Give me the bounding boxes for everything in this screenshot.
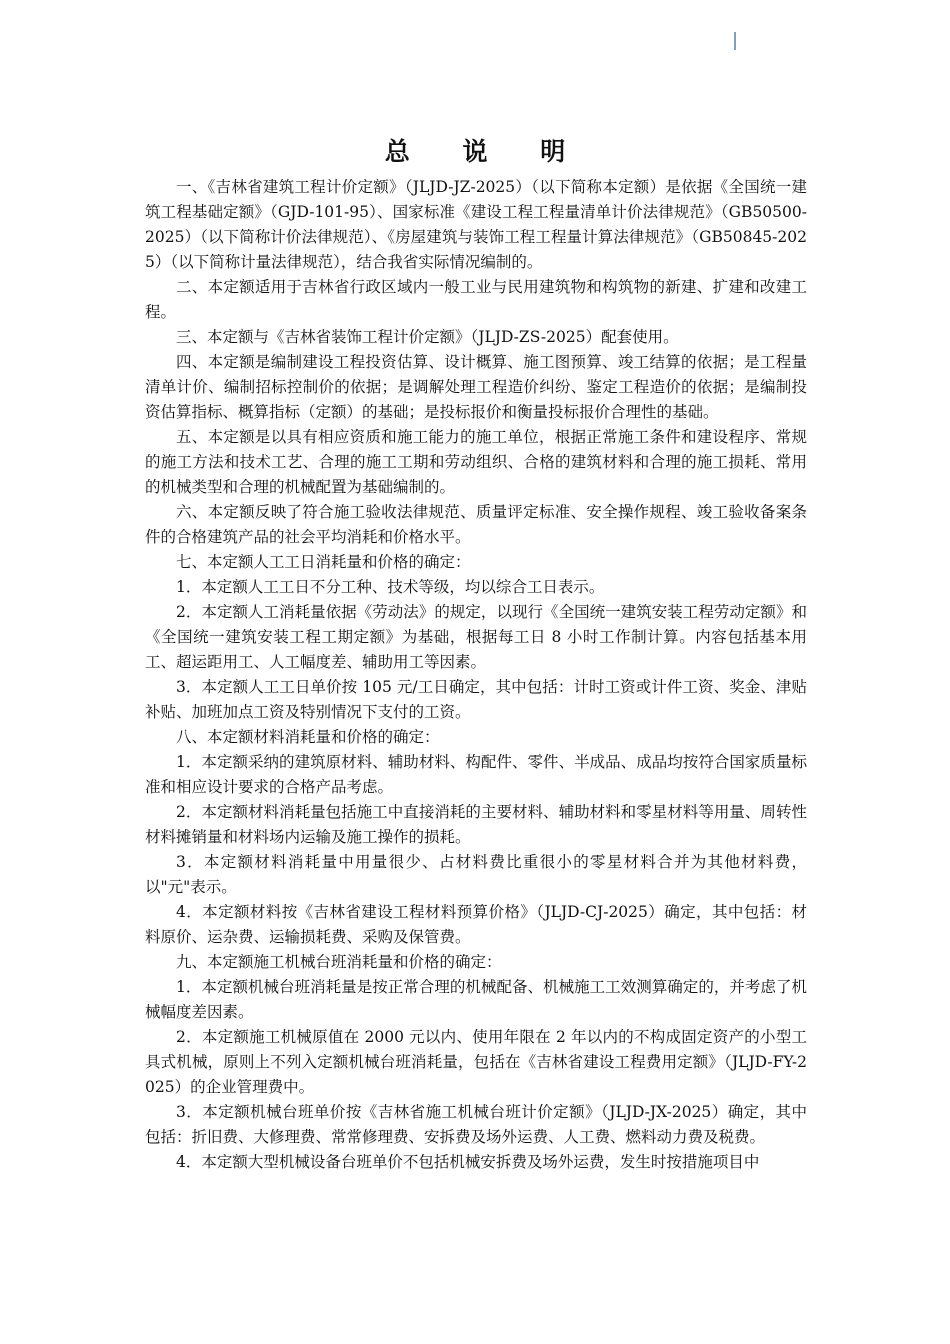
list-item-8-4: 4．本定额材料按《吉林省建设工程材料预算价格》（JLJD-CJ-2025）确定，其中包括：材料原价、运杂费、运输损耗费、采购及保管费。 — [145, 903, 807, 946]
paragraph-4: 四、本定额是编制建设工程投资估算、设计概算、施工图预算、竣工结算的依据；是工程量清单计价、编制招标控制价的依据；是调解处理工程造价纠纷、鉴定工程造价的依据；是编制投资估算指标、概算指标（定额）的基础；是投标报价和衡量投标报价合理性的基础。 — [145, 353, 807, 421]
section-heading-9: 九、本定额施工机械台班消耗量和价格的确定： — [176, 953, 502, 971]
paragraph-3: 三、本定额与《吉林省装饰工程计价定额》（JLJD-ZS-2025）配套使用。 — [176, 328, 679, 346]
list-item-7-1: 1．本定额人工工日不分工种、技术等级，均以综合工日表示。 — [176, 578, 605, 596]
list-item-9-4: 4．本定额大型机械设备台班单价不包括机械安拆费及场外运费，发生时按措施项目中 — [176, 1153, 760, 1171]
paragraph-6: 六、本定额反映了符合施工验收法律规范、质量评定标准、安全操作规程、竣工验收备案条件的合格建筑产品的社会平均消耗和价格水平。 — [145, 503, 807, 546]
list-item-9-3: 3．本定额机械台班单价按《吉林省施工机械台班计价定额》（JLJD-JX-2025）确定，其中包括：折旧费、大修理费、常常修理费、安拆费及场外运费、人工费、燃料动力费及税费。 — [145, 1103, 807, 1146]
section-heading-7: 七、本定额人工工日消耗量和价格的确定： — [176, 553, 471, 571]
list-item-8-2: 2．本定额材料消耗量包括施工中直接消耗的主要材料、辅助材料和零星材料等用量、周转性材料摊销量和材料场内运输及施工操作的损耗。 — [145, 803, 807, 846]
list-item-9-2: 2．本定额施工机械原值在 2000 元以内、使用年限在 2 年以内的不构成固定资产的小型工具式机械，原则上不列入定额机械台班消耗量，包括在《吉林省建设工程费用定额》（JLJD-FY-2025）的企业管理费中。 — [145, 1028, 807, 1096]
list-item-7-2: 2．本定额人工消耗量依据《劳动法》的规定，以现行《全国统一建筑安装工程劳动定额》和《全国统一建筑安装工程工期定额》为基础，根据每工日 8 小时工作制计算。内容包括基本用工、超运距用工、人工幅度差、辅助用工等因素。 — [145, 603, 807, 671]
corner-mark — [734, 32, 736, 50]
list-item-7-3: 3．本定额人工工日单价按 105 元/工日确定，其中包括：计时工资或计件工资、奖金、津贴补贴、加班加点工资及特别情况下支付的工资。 — [145, 678, 807, 721]
list-item-8-3: 3．本定额材料消耗量中用量很少、占材料费比重很小的零星材料合并为其他材料费，以"元"表示。 — [145, 853, 807, 896]
page-title: 总 说 明 — [384, 137, 588, 166]
document-body — [145, 175, 807, 1175]
paragraph-5: 五、本定额是以具有相应资质和施工能力的施工单位，根据正常施工条件和建设程序、常规的施工方法和技术工艺、合理的施工工期和劳动组织、合格的建筑材料和合理的施工损耗、常用的机械类型和合理的机械配置为基础编制的。 — [145, 428, 807, 496]
paragraph-1: 一、《吉林省建筑工程计价定额》（JLJD-JZ-2025）（以下简称本定额）是依据《全国统一建筑工程基础定额》（GJD-101-95）、国家标准《建设工程工程量清单计价法律规范》（GB50500-2025）（以下简称计价法律规范）、《房屋建筑与装饰工程工程量计算法律规范》（GB50845-2025）（以下简称计量法律规范），结合我省实际情况编制的。 — [145, 178, 807, 271]
paragraph-2: 二、本定额适用于吉林省行政区域内一般工业与民用建筑物和构筑物的新建、扩建和改建工程。 — [145, 278, 807, 321]
section-heading-8: 八、本定额材料消耗量和价格的确定： — [176, 728, 440, 746]
list-item-9-1: 1．本定额机械台班消耗量是按正常合理的机械配备、机械施工工效测算确定的，并考虑了机械幅度差因素。 — [145, 978, 807, 1021]
list-item-8-1: 1．本定额采纳的建筑原材料、辅助材料、构配件、零件、半成品、成品均按符合国家质量标准和相应设计要求的合格产品考虑。 — [145, 753, 807, 796]
